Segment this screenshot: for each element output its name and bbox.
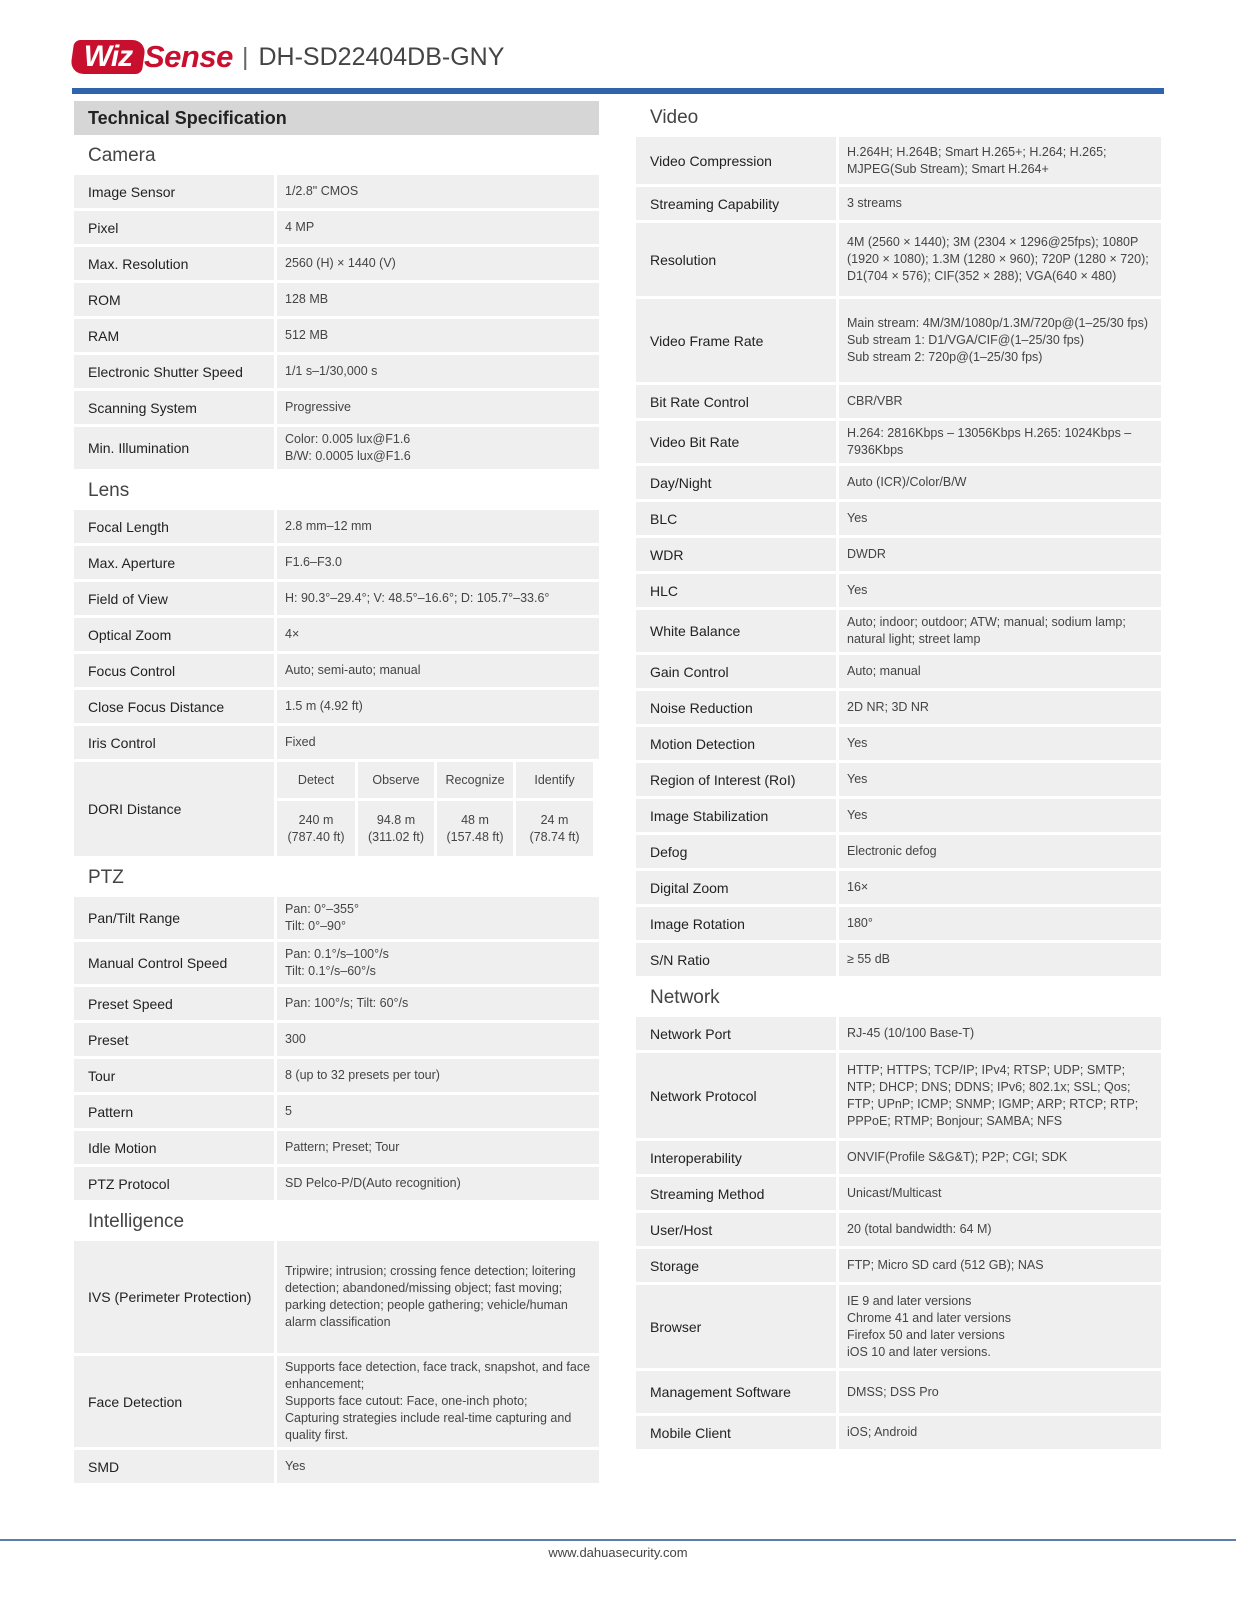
value-line: Progressive — [285, 400, 351, 414]
value-line: Capturing strategies include real-time capturing and quality first. — [285, 1411, 572, 1442]
spec-row — [636, 299, 1161, 382]
model-title — [242, 40, 504, 74]
spec-row — [74, 618, 599, 651]
section-camera: Camera — [88, 145, 156, 166]
value-line: ≥ 55 dB — [847, 952, 890, 966]
spec-value — [839, 655, 1161, 688]
page-header — [72, 36, 1164, 86]
logo-sense-text: Sense — [144, 39, 233, 74]
spec-row — [636, 727, 1161, 760]
spec-row — [74, 211, 599, 244]
spec-value — [277, 247, 599, 280]
spec-label: ROM — [74, 283, 274, 316]
spec-row — [636, 223, 1161, 296]
spec-label: HLC — [636, 574, 836, 607]
spec-value — [277, 283, 599, 316]
spec-row — [74, 427, 599, 469]
dori-header-row — [277, 762, 599, 801]
spec-value — [839, 574, 1161, 607]
value-line: FTP; Micro SD card (512 GB); NAS — [847, 1258, 1044, 1272]
spec-value — [839, 691, 1161, 724]
spec-value — [277, 1241, 599, 1353]
spec-value — [277, 211, 599, 244]
spec-label: WDR — [636, 538, 836, 571]
value-line: Tilt: 0.1°/s–60°/s — [285, 964, 376, 978]
value-line: Chrome 41 and later versions — [847, 1310, 1011, 1325]
spec-row — [636, 1416, 1161, 1449]
spec-label: Video Compression — [636, 137, 836, 184]
spec-label: Pattern — [74, 1095, 274, 1128]
value-line: DMSS; DSS Pro — [847, 1384, 939, 1399]
logo-wiz-badge — [70, 40, 147, 74]
spec-row — [636, 763, 1161, 796]
value-line: Auto; semi-auto; manual — [285, 663, 421, 677]
spec-value — [277, 427, 599, 469]
spec-value — [839, 610, 1161, 652]
value-line: HTTP; HTTPS; TCP/IP; IPv4; RTSP; UDP; SMTP; NTP; DHCP; DNS; DDNS; IPv6; 802.1x; SSL; Qos; FTP; UPnP; ICMP; SNMP; IGMP; ARP; RTCP; RTP; PPPoE; RTMP; Bonjour; SAMBA; NFS — [847, 1062, 1139, 1128]
dori-header-cell: Recognize — [437, 762, 513, 798]
spec-row — [74, 1059, 599, 1092]
spec-label: Pan/Tilt Range — [74, 897, 274, 939]
dori-value-cell — [437, 801, 513, 856]
spec-row — [74, 391, 599, 424]
spec-label: Focal Length — [74, 510, 274, 543]
spec-row — [74, 582, 599, 615]
spec-label: Pixel — [74, 211, 274, 244]
title-separator: | — [242, 43, 249, 71]
spec-row — [636, 943, 1161, 976]
spec-label: Image Sensor — [74, 175, 274, 208]
value-line: 1/1 s–1/30,000 s — [285, 364, 378, 378]
spec-row — [74, 1450, 599, 1483]
spec-row — [636, 1371, 1161, 1413]
spec-row — [636, 1249, 1161, 1282]
value-line: iOS 10 and later versions. — [847, 1344, 991, 1359]
value-line: DWDR — [847, 547, 886, 561]
spec-label: Close Focus Distance — [74, 690, 274, 723]
spec-row — [74, 1167, 599, 1200]
value-line: H.264: 2816Kbps – 13056Kbps H.265: 1024Kbps – 7936Kbps — [847, 426, 1132, 457]
spec-label: Region of Interest (RoI) — [636, 763, 836, 796]
value-line: ONVIF(Profile S&G&T); P2P; CGI; SDK — [847, 1150, 1068, 1164]
value-line: Tilt: 0°–90° — [285, 919, 346, 933]
spec-value — [277, 1131, 599, 1164]
section-network: Network — [650, 987, 720, 1008]
spec-label: Streaming Method — [636, 1177, 836, 1210]
value-line: B/W: 0.0005 lux@F1.6 — [285, 449, 411, 463]
spec-value — [839, 538, 1161, 571]
value-line: (787.40 ft) — [287, 829, 345, 844]
value-line: 8 (up to 32 presets per tour) — [285, 1068, 440, 1082]
spec-label: Interoperability — [636, 1141, 836, 1174]
spec-row — [636, 187, 1161, 220]
right-column — [636, 101, 1161, 1452]
spec-label: Network Protocol — [636, 1053, 836, 1138]
value-line: Yes — [847, 772, 868, 786]
spec-label: Preset — [74, 1023, 274, 1056]
value-line: Electronic defog — [847, 844, 937, 858]
spec-value — [277, 1167, 599, 1200]
spec-value — [839, 466, 1161, 499]
dori-table — [277, 762, 599, 856]
spec-label: Image Stabilization — [636, 799, 836, 832]
value-line: 1.5 m (4.92 ft) — [285, 699, 363, 713]
spec-value — [839, 763, 1161, 796]
spec-value — [839, 1053, 1161, 1138]
value-line: Yes — [847, 736, 868, 750]
spec-row — [74, 247, 599, 280]
spec-label: PTZ Protocol — [74, 1167, 274, 1200]
value-line: Fixed — [285, 735, 316, 749]
value-line: Auto; indoor; outdoor; ATW; manual; sodium lamp; natural light; street lamp — [847, 615, 1126, 646]
spec-value — [839, 502, 1161, 535]
value-line: Sub stream 1: D1/VGA/CIF@(1–25/30 fps) — [847, 333, 1085, 347]
value-line: Pattern; Preset; Tour — [285, 1140, 400, 1154]
spec-label: RAM — [74, 319, 274, 352]
spec-value — [839, 1285, 1161, 1368]
spec-row — [74, 546, 599, 579]
value-line: Yes — [847, 511, 868, 525]
value-line: SD Pelco-P/D(Auto recognition) — [285, 1176, 461, 1190]
section-intelligence: Intelligence — [88, 1211, 185, 1232]
spec-value — [277, 546, 599, 579]
value-line: 4 MP — [285, 220, 315, 234]
value-line: Yes — [847, 808, 868, 822]
value-line: iOS; Android — [847, 1425, 918, 1439]
value-line: Pan: 100°/s; Tilt: 60°/s — [285, 996, 409, 1010]
spec-label: Optical Zoom — [74, 618, 274, 651]
spec-label: Scanning System — [74, 391, 274, 424]
spec-row — [636, 1213, 1161, 1246]
value-line: (157.48 ft) — [446, 829, 504, 844]
value-line: 128 MB — [285, 292, 329, 306]
footer-divider — [0, 1539, 1236, 1541]
spec-value — [839, 835, 1161, 868]
dori-header-cell: Identify — [516, 762, 593, 798]
value-line: 180° — [847, 916, 873, 930]
spec-label: Resolution — [636, 223, 836, 296]
spec-value — [277, 1356, 599, 1447]
spec-value — [839, 799, 1161, 832]
spec-row — [74, 1023, 599, 1056]
spec-title: Technical Specification — [74, 101, 599, 135]
spec-row — [636, 610, 1161, 652]
spec-value — [277, 1095, 599, 1128]
spec-value — [839, 1017, 1161, 1050]
value-line: (311.02 ft) — [367, 829, 425, 844]
spec-value — [839, 223, 1161, 296]
spec-value — [839, 1141, 1161, 1174]
spec-value — [839, 943, 1161, 976]
spec-value — [839, 187, 1161, 220]
spec-label: Max. Resolution — [74, 247, 274, 280]
dori-row — [74, 762, 599, 856]
dori-header-cell: Observe — [358, 762, 434, 798]
spec-label: Image Rotation — [636, 907, 836, 940]
spec-value — [839, 871, 1161, 904]
spec-value — [277, 942, 599, 984]
logo-wiz-text: Wiz — [83, 40, 133, 73]
spec-label: SMD — [74, 1450, 274, 1483]
spec-label: Noise Reduction — [636, 691, 836, 724]
spec-value — [277, 175, 599, 208]
value-line: Pan: 0.1°/s–100°/s — [285, 947, 389, 961]
spec-label: Day/Night — [636, 466, 836, 499]
spec-row — [74, 319, 599, 352]
spec-row — [636, 871, 1161, 904]
spec-value — [277, 391, 599, 424]
spec-row — [74, 175, 599, 208]
dori-value-cell — [358, 801, 434, 856]
spec-label: Electronic Shutter Speed — [74, 355, 274, 388]
spec-row — [636, 1285, 1161, 1368]
spec-row — [74, 942, 599, 984]
spec-label: BLC — [636, 502, 836, 535]
header-divider-bar — [72, 88, 1164, 94]
section-lens: Lens — [88, 480, 130, 501]
spec-label: Video Bit Rate — [636, 421, 836, 463]
spec-row — [636, 538, 1161, 571]
value-line: IE 9 and later versions — [847, 1293, 972, 1308]
value-line: 16× — [847, 880, 869, 894]
section-video: Video — [650, 107, 699, 128]
value-line: Firefox 50 and later versions — [847, 1327, 1005, 1342]
spec-label: Streaming Capability — [636, 187, 836, 220]
spec-value — [839, 1371, 1161, 1413]
value-line: 94.8 m — [376, 812, 416, 827]
value-line: 20 (total bandwidth: 64 M) — [847, 1222, 992, 1236]
spec-row — [636, 1053, 1161, 1138]
spec-label: Digital Zoom — [636, 871, 836, 904]
value-line: 512 MB — [285, 328, 329, 342]
spec-row — [74, 1356, 599, 1447]
value-line: 48 m — [461, 812, 489, 827]
value-line: 1/2.8" CMOS — [285, 184, 359, 198]
value-line: Auto (ICR)/Color/B/W — [847, 475, 967, 489]
spec-label: Focus Control — [74, 654, 274, 687]
spec-row — [74, 510, 599, 543]
spec-row — [636, 907, 1161, 940]
spec-row — [74, 355, 599, 388]
spec-label: Min. Illumination — [74, 427, 274, 469]
spec-row — [636, 137, 1161, 184]
value-line: RJ-45 (10/100 Base-T) — [847, 1026, 975, 1040]
value-line: H.264H; H.264B; Smart H.265+; H.264; H.265; MJPEG(Sub Stream); Smart H.264+ — [847, 144, 1107, 176]
spec-value — [277, 987, 599, 1020]
spec-label: DORI Distance — [74, 762, 274, 856]
spec-row — [636, 466, 1161, 499]
spec-row — [636, 385, 1161, 418]
value-line: 2D NR; 3D NR — [847, 700, 929, 714]
spec-value — [839, 907, 1161, 940]
value-line: Sub stream 2: 720p@(1–25/30 fps) — [847, 350, 1043, 364]
value-line: H: 90.3°–29.4°; V: 48.5°–16.6°; D: 105.7°–33.6° — [285, 591, 550, 605]
spec-label: IVS (Perimeter Protection) — [74, 1241, 274, 1353]
spec-value — [277, 618, 599, 651]
spec-value — [839, 299, 1161, 382]
spec-value — [277, 690, 599, 723]
spec-value — [277, 510, 599, 543]
spec-row — [74, 897, 599, 939]
spec-label: Tour — [74, 1059, 274, 1092]
value-line: Unicast/Multicast — [847, 1186, 942, 1200]
spec-row — [74, 1095, 599, 1128]
value-line: 240 m — [298, 812, 334, 827]
spec-row — [74, 1241, 599, 1353]
spec-row — [74, 726, 599, 759]
spec-value — [839, 1249, 1161, 1282]
value-line: 2560 (H) × 1440 (V) — [285, 256, 396, 270]
value-line: 300 — [285, 1032, 306, 1046]
spec-row — [636, 1017, 1161, 1050]
value-line: Pan: 0°–355° — [285, 902, 359, 916]
spec-row — [74, 987, 599, 1020]
spec-row — [636, 799, 1161, 832]
spec-label: Storage — [636, 1249, 836, 1282]
spec-label: Manual Control Speed — [74, 942, 274, 984]
spec-value — [277, 355, 599, 388]
spec-label: Preset Speed — [74, 987, 274, 1020]
spec-label: User/Host — [636, 1213, 836, 1246]
value-line: 24 m — [540, 812, 569, 827]
value-line: Yes — [285, 1459, 306, 1473]
value-line: (78.74 ft) — [529, 829, 580, 844]
spec-label: Idle Motion — [74, 1131, 274, 1164]
spec-value — [839, 1416, 1161, 1449]
dori-header-cell: Detect — [277, 762, 355, 798]
spec-value — [277, 1023, 599, 1056]
spec-row — [636, 421, 1161, 463]
spec-value — [277, 319, 599, 352]
value-line: Tripwire; intrusion; crossing fence detection; loitering detection; abandoned/missing object; fast moving; parking detection; people gathering; vehicle/human alarm classification — [285, 1264, 576, 1329]
value-line: 2.8 mm–12 mm — [285, 519, 372, 533]
spec-label: Field of View — [74, 582, 274, 615]
value-line: F1.6–F3.0 — [285, 555, 342, 569]
spec-value — [839, 421, 1161, 463]
value-line: 3 streams — [847, 196, 902, 210]
spec-label: Browser — [636, 1285, 836, 1368]
spec-value — [277, 1450, 599, 1483]
spec-label: Defog — [636, 835, 836, 868]
spec-value — [277, 582, 599, 615]
spec-value — [277, 1059, 599, 1092]
dori-value-cell — [516, 801, 593, 856]
value-line: CBR/VBR — [847, 394, 903, 408]
spec-value — [839, 137, 1161, 184]
spec-label: S/N Ratio — [636, 943, 836, 976]
spec-label: Network Port — [636, 1017, 836, 1050]
spec-label: Bit Rate Control — [636, 385, 836, 418]
value-line: Supports face cutout: Face, one-inch photo; — [285, 1394, 528, 1408]
spec-label: Video Frame Rate — [636, 299, 836, 382]
value-line: 5 — [285, 1104, 292, 1118]
value-line: 4M (2560 × 1440); 3M (2304 × 1296@25fps); 1080P (1920 × 1080); 1.3M (1280 × 960); 720P (1280 × 720); D1(704 × 576); CIF(352 × 288); VGA(640 × 480) — [847, 235, 1149, 283]
spec-row — [636, 691, 1161, 724]
spec-row — [636, 1177, 1161, 1210]
dori-value-cell — [277, 801, 355, 856]
value-line: Yes — [847, 583, 868, 597]
spec-row — [636, 574, 1161, 607]
model-number: DH-SD22404DB-GNY — [258, 43, 505, 71]
spec-row — [636, 1141, 1161, 1174]
spec-row — [636, 655, 1161, 688]
spec-value — [277, 897, 599, 939]
spec-row — [74, 283, 599, 316]
value-line: 4× — [285, 627, 300, 641]
spec-value — [277, 654, 599, 687]
value-line: Auto; manual — [847, 664, 921, 678]
spec-row — [74, 654, 599, 687]
spec-row — [74, 1131, 599, 1164]
spec-label: Face Detection — [74, 1356, 274, 1447]
spec-value — [277, 726, 599, 759]
left-column — [74, 101, 599, 1486]
spec-label: Management Software — [636, 1371, 836, 1413]
spec-label: Max. Aperture — [74, 546, 274, 579]
value-line: Color: 0.005 lux@F1.6 — [285, 432, 411, 446]
spec-value — [839, 385, 1161, 418]
spec-label: Motion Detection — [636, 727, 836, 760]
footer-url[interactable]: www.dahuasecurity.com — [548, 1545, 688, 1560]
value-line: Main stream: 4M/3M/1080p/1.3M/720p@(1–25/30 fps) — [847, 316, 1149, 330]
spec-label: Gain Control — [636, 655, 836, 688]
dori-value-row — [277, 801, 599, 856]
spec-row — [74, 690, 599, 723]
section-ptz: PTZ — [88, 867, 124, 888]
value-line: Supports face detection, face track, snapshot, and face enhancement; — [285, 1360, 591, 1391]
spec-row — [636, 835, 1161, 868]
spec-value — [839, 1213, 1161, 1246]
spec-label: Iris Control — [74, 726, 274, 759]
spec-label: White Balance — [636, 610, 836, 652]
spec-value — [839, 727, 1161, 760]
spec-label: Mobile Client — [636, 1416, 836, 1449]
spec-row — [636, 502, 1161, 535]
spec-value — [839, 1177, 1161, 1210]
